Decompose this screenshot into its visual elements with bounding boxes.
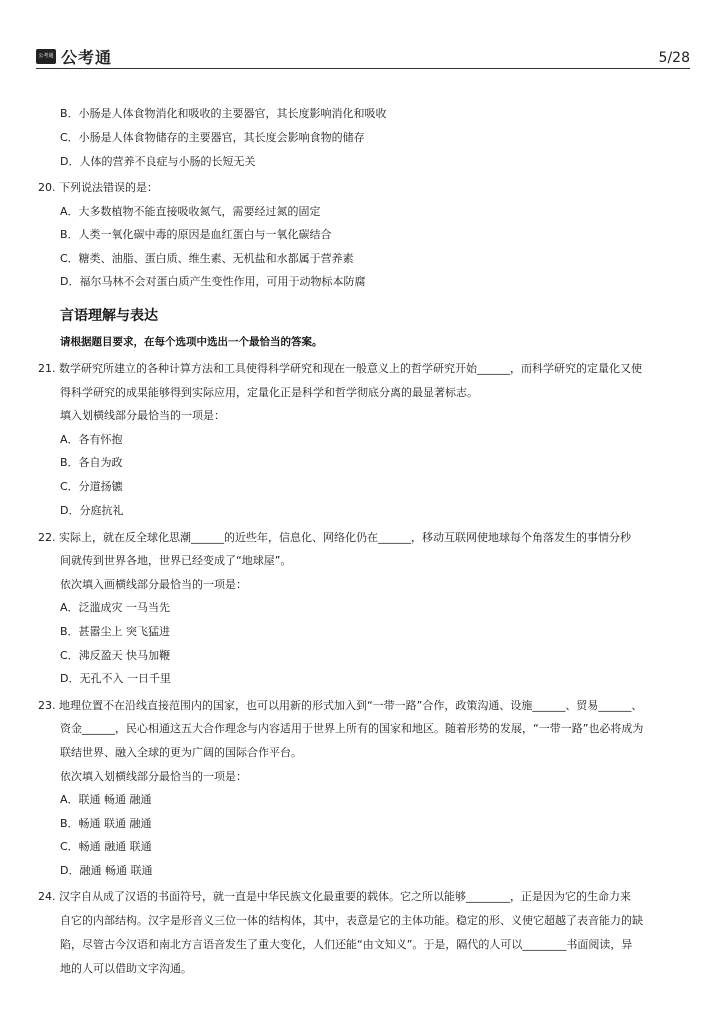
question-22-line-2: 间就传到世界各地，世界已经变成了“地球屋”。 bbox=[60, 554, 292, 567]
question-24-line-3: 陷，尽管古今汉语和南北方言语音发生了重大变化，人们还能“由文知义”。于是，隔代的人可以________书面阅读，异 bbox=[60, 938, 633, 951]
option-c: C．小肠是人体食物储存的主要器官，其长度会影响食物的储存 bbox=[60, 131, 365, 144]
option-c: C．糖类、油脂、蛋白质、维生素、无机盐和水都属于营养素 bbox=[60, 252, 354, 265]
option-b: B．畅通 联通 融通 bbox=[60, 817, 152, 830]
question-21-line-2: 得科学研究的成果能够得到实际应用，定量化正是科学和哲学彻底分离的最显著标志。 bbox=[60, 386, 478, 399]
question-20-stem: 20. 下列说法错误的是： bbox=[38, 181, 158, 194]
option-c: C．畅通 融通 联通 bbox=[60, 840, 152, 853]
option-a: A．大多数植物不能直接吸收氮气，需要经过氮的固定 bbox=[60, 205, 321, 218]
option-d: D．融通 畅通 联通 bbox=[60, 864, 153, 877]
section-instruction: 请根据题目要求，在每个选项中选出一个最恰当的答案。 bbox=[60, 336, 323, 348]
option-d: D．分庭抗礼 bbox=[60, 504, 124, 517]
option-a: A．泛滥成灾 一马当先 bbox=[60, 601, 171, 614]
brand-logo bbox=[36, 45, 112, 68]
option-a: A．联通 畅通 融通 bbox=[60, 793, 152, 806]
option-b: B．小肠是人体食物消化和吸收的主要器官，其长度影响消化和吸收 bbox=[60, 107, 387, 120]
option-d: D．无孔不入 一日千里 bbox=[60, 672, 171, 685]
option-b: B．各自为政 bbox=[60, 456, 123, 469]
option-a: A．各有怀抱 bbox=[60, 433, 123, 446]
brand-name: 公考通 bbox=[61, 48, 113, 67]
question-24-line-2: 自它的内部结构。汉字是形音义三位一体的结构体，其中，表意是它的主体功能。稳定的形、义使它超越了表音能力的缺 bbox=[60, 914, 643, 927]
question-23-prompt: 依次填入划横线部分最恰当的一项是： bbox=[60, 770, 247, 783]
question-22-prompt: 依次填入画横线部分最恰当的一项是： bbox=[60, 578, 247, 591]
question-21-line-1: 21. 数学研究所建立的各种计算方法和工具使得科学研究和现在一般意义上的哲学研究开始______，而科学研究的定量化又使 bbox=[38, 362, 642, 375]
option-d: D．人体的营养不良症与小肠的长短无关 bbox=[60, 155, 256, 168]
question-24-line-4: 地的人可以借助文字沟通。 bbox=[60, 962, 192, 975]
question-23-line-1: 23. 地理位置不在沿线直接范围内的国家，也可以用新的形式加入到“一带一路”合作，政策沟通、设施______、贸易______、 bbox=[38, 699, 643, 712]
question-23-line-3: 联结世界、融入全球的更为广阔的国际合作平台。 bbox=[60, 746, 302, 759]
option-b: B．人类一氧化碳中毒的原因是血红蛋白与一氧化碳结合 bbox=[60, 228, 332, 241]
option-b: B．甚嚣尘上 突飞猛进 bbox=[60, 625, 171, 638]
option-c: C．分道扬镳 bbox=[60, 480, 123, 493]
page-header bbox=[36, 40, 690, 69]
question-21-prompt: 填入划横线部分最恰当的一项是： bbox=[60, 409, 225, 422]
option-d: D．福尔马林不会对蛋白质产生变性作用，可用于动物标本防腐 bbox=[60, 275, 366, 288]
question-23-line-2: 资金______，民心相通这五大合作理念与内容适用于世界上所有的国家和地区。随着形势的发展，“一带一路”也必将成为 bbox=[60, 722, 644, 735]
page-number: 5/28 bbox=[658, 50, 690, 66]
section-title: 言语理解与表达 bbox=[60, 308, 158, 324]
question-22-line-1: 22. 实际上，就在反全球化思潮______的近些年，信息化、网络化仍在______，移动互联网使地球每个角落发生的事情分秒 bbox=[38, 531, 631, 544]
brand-badge-icon: 公考通 bbox=[36, 49, 56, 64]
question-24-line-1: 24. 汉字自从成了汉语的书面符号，就一直是中华民族文化最重要的载体。它之所以能够________，正是因为它的生命力来 bbox=[38, 890, 631, 903]
option-c: C．沸反盈天 快马加鞭 bbox=[60, 649, 171, 662]
